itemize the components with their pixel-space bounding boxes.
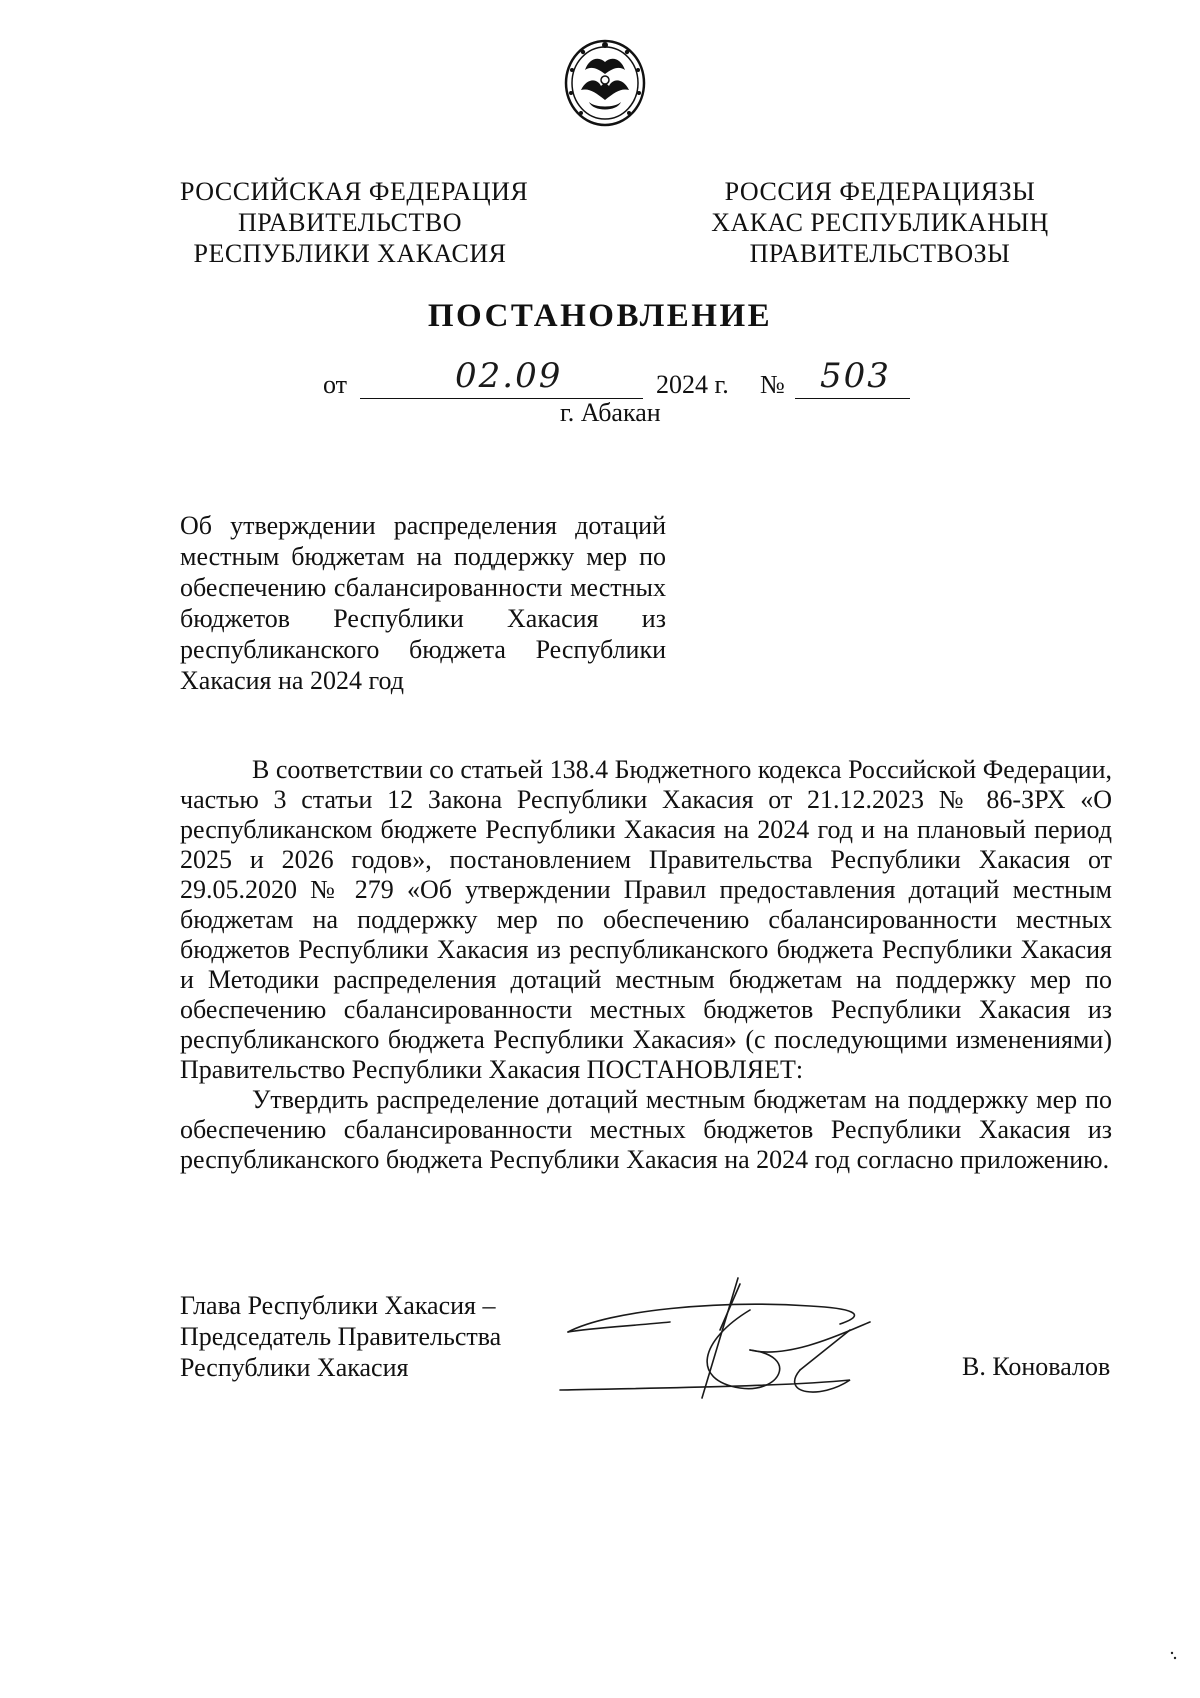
header-right-line: ХАКАС РЕСПУБЛИКАНЫҢ [711, 208, 1049, 237]
header-left-line: РЕСПУБЛИКИ ХАКАСИЯ [193, 239, 507, 268]
document-type-title: ПОСТАНОВЛЕНИЕ [427, 298, 773, 334]
document-body [180, 755, 1112, 1175]
number-underline [795, 398, 910, 399]
body-paragraph: Утвердить распределение дотаций местным бюджетам на поддержку мер по обеспечению сбалансированности местных бюджетов Республики Хакасия из республиканского бюджета Республики Хакасия на 2024 год согласно приложению. [180, 1085, 1112, 1174]
header-right-line: РОССИЯ ФЕДЕРАЦИЯЗЫ [724, 177, 1036, 206]
signatory-position-line: Республики Хакасия [180, 1353, 409, 1382]
from-label: от [323, 370, 348, 399]
handwritten-signature [550, 1270, 930, 1410]
header-right-block [710, 176, 1050, 269]
number-label: № [760, 370, 785, 399]
header-right-line: ПРАВИТЕЛЬСТВОЗЫ [749, 239, 1011, 268]
coat-of-arms-icon [563, 38, 647, 128]
city-label: г. Абакан [560, 398, 661, 427]
header-left-block [180, 176, 529, 269]
signatory-position-line: Глава Республики Хакасия – [180, 1291, 496, 1320]
body-paragraph: В соответствии со статьей 138.4 Бюджетного кодекса Российской Федерации, частью 3 статьи 12 Закона Республики Хакасия от 21.12.2023 № 86-ЗРХ «О республиканском бюджете Республики Хакасия на 2024 год и на плановый период 2025 и 2026 годов», постановлением Правительства Республики Хакасия от 29.05.2020 № 279 «Об утверждении Правил предоставления дотаций местным бюджетам на поддержку мер по обеспечению сбалансированности местных бюджетов Республики Хакасия из республиканского бюджета Республики Хакасия и Методики распределения дотаций местным бюджетам на поддержку мер по обеспечению сбалансированности местных бюджетов Республики Хакасия из республиканского бюджета Республики Хакасия» (с последующими изменениями) Правительство Республики Хакасия ПОСТАНОВЛЯЕТ: [180, 755, 1112, 1084]
header-left-line: РОССИЙСКАЯ ФЕДЕРАЦИЯ [180, 177, 529, 206]
handwritten-date: 02.09 [455, 356, 563, 396]
signatory-position-line: Председатель Правительства [180, 1322, 502, 1351]
date-number-row [0, 356, 1200, 402]
signatory-position [180, 1290, 501, 1383]
document-title: Об утверждении распределения дотаций местным бюджетам на поддержку мер по обеспечению сбалансированности местных бюджетов Республики Хакасия из республиканского бюджета Республики Хакасия на 2024 год [180, 511, 666, 695]
scan-speck [1168, 1650, 1180, 1662]
handwritten-number: 503 [820, 356, 891, 396]
year-label: 2024 г. [656, 370, 729, 399]
header-left-line: ПРАВИТЕЛЬСТВО [238, 208, 462, 237]
signatory-name: В. Коновалов [962, 1352, 1111, 1381]
